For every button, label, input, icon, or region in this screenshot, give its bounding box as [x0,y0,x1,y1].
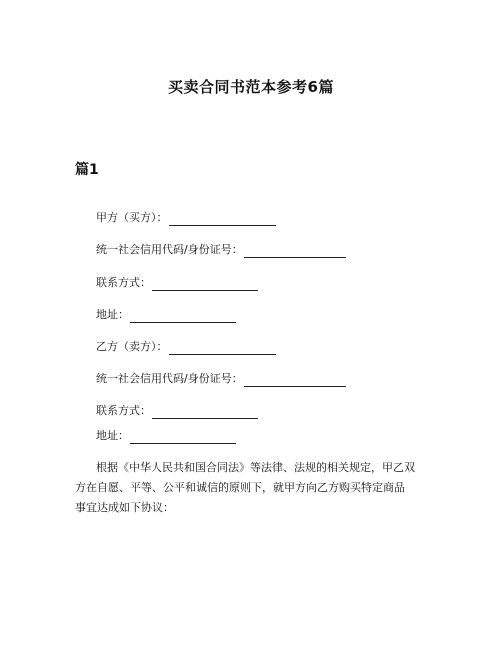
document-title: 买卖合同书范本参考6篇 [168,78,334,96]
party-a-credit-code-field [96,242,346,258]
fill-in-blank [130,310,236,323]
field-label: 乙方（卖方）： [96,340,168,353]
fill-in-blank [130,431,236,444]
paragraph-line: 根据《中华人民共和国合同法》等法律、法规的相关规定，甲乙双 [96,461,415,474]
party-b-name-field [96,339,276,355]
fill-in-blank [244,374,346,387]
field-label: 联系方式： [96,276,151,289]
fill-in-blank [152,278,258,291]
party-b-address-field [96,428,236,444]
fill-in-blank [169,342,276,355]
fill-in-blank [152,406,258,419]
field-label: 甲方（买方）： [96,211,168,224]
field-label: 统一社会信用代码/身份证号： [96,243,243,256]
section-heading: 篇1 [75,162,99,178]
field-label: 地址： [96,429,129,442]
fill-in-blank [244,245,346,258]
party-a-name-field [96,210,276,226]
field-label: 地址： [96,308,129,321]
fill-in-blank [169,213,276,226]
party-b-contact-field [96,403,258,419]
agreement-intro-paragraph [75,458,431,518]
field-label: 统一社会信用代码/身份证号： [96,372,243,385]
party-a-contact-field [96,275,258,291]
field-label: 联系方式： [96,404,151,417]
party-a-address-field [96,307,236,323]
party-b-credit-code-field [96,371,346,387]
paragraph-line: 事宜达成如下协议： [75,501,174,514]
paragraph-line: 方在自愿、平等、公平和诚信的原则下，就甲方向乙方购买特定商品 [75,481,405,494]
